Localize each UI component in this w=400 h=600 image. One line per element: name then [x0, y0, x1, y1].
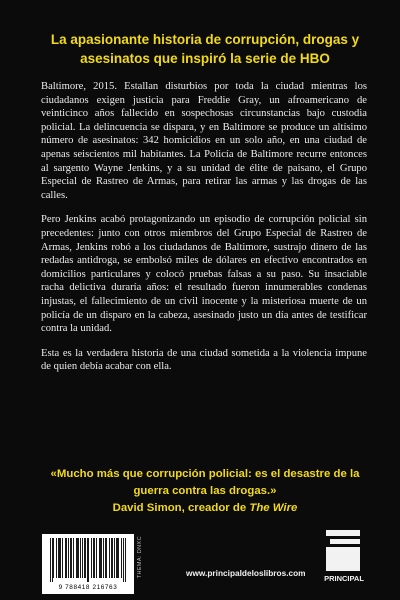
publisher-name: PRINCIPAL [324, 574, 364, 583]
blurb-paragraph-1: Baltimore, 2015. Estallan disturbios por toda la ciudad mientras los ciudadanos exigen justicia para Freddie Gray, un afroamericano de veinticinco años fallecido en sospechosas circunstancias bajo custodia policial. La delincuencia se dispara, y en Baltimore se produce un altísimo número de asesinatos: 342 homicidios en un solo año, en una ciudad de apenas seiscientos mil habitantes. La Policía de Baltimore recurre entonces al sargento Wayne Jenkins, y a su unidad de élite de paisano, el Grupo Especial de Rastreo de Armas, para retirar las armas y las drogas de las calles. [41, 81, 367, 201]
publisher-logo-icon [322, 530, 366, 578]
tagline: La apasionante historia de corrupción, drogas y asesinatos que inspiró la serie de HBO [50, 32, 360, 66]
review-quote [42, 466, 368, 517]
quote-author: David Simon, creador de [112, 502, 250, 514]
blurb-paragraph-2: Pero Jenkins acabó protagonizando un episodio de corrupción policial sin precedentes: junto con otros miembros del Grupo Especial de Rastreo de Armas, Jenkins robó a los ciudadanos de Baltimore, sustrajo dinero de las redadas antidroga, se embolsó miles de dólares en efectivo encontrados en domicilios particulares y colocó pruebas falsas a su paso. Su insaciable racha delictiva duraría años: el resultado fueron innumerables condenas injustas, el fallecimiento de un civil inocente y la misteriosa muerte de un policía de un disparo en la cabeza, asesinado justo un día antes de testificar contra la unidad. [41, 214, 367, 335]
quote-attribution [42, 500, 368, 517]
barcode [42, 534, 134, 594]
isbn-number: 9 788418 216763 [58, 584, 118, 591]
publisher-website: www.principaldeloslibros.com [186, 568, 306, 578]
blurb [41, 80, 367, 385]
quote-text: «Mucho más que corrupción policial: es el desastre de la guerra contra las drogas.» [50, 468, 360, 497]
quote-work: The Wire [249, 502, 298, 514]
thema-code: THEMA: DNXC [137, 536, 143, 579]
blurb-paragraph-3: Esta es la verdadera historia de una ciudad sometida a la violencia impune de quien debía acabar con ella. [41, 347, 367, 373]
barcode-bars [50, 538, 126, 582]
